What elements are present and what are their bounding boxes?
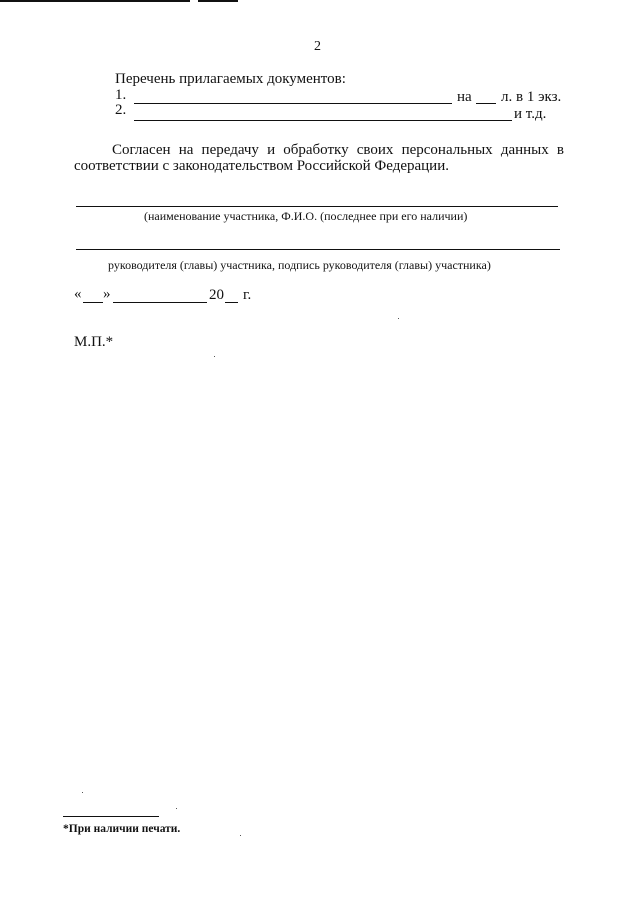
scan-speck [240,835,241,836]
scan-speck [398,318,399,319]
consent-line-1: Согласен на передачу и обработку своих персональных данных в [112,142,564,158]
scan-edge-mark [0,0,190,2]
date-year-prefix: 20 [209,287,224,303]
head-signature-caption: руководителя (главы) участника, подпись руководителя (главы) участника) [108,258,491,272]
date-month-line [113,302,207,303]
participant-name-caption: (наименование участника, Ф.И.О. (последнее при его наличии) [144,209,468,223]
date-year-suffix: г. [243,287,252,303]
head-signature-line [76,249,560,250]
attachment-item-1-sheets-line [476,103,496,104]
page-number: 2 [314,39,321,54]
date-day-line [83,302,103,303]
attachments-heading: Перечень прилагаемых документов: [115,71,346,87]
date-open-quote: « [74,286,82,302]
consent-line-2: соответствии с законодательством Российской Федерации. [74,158,449,174]
stamp-label: М.П.* [74,334,114,350]
attachment-item-1-line [134,103,452,104]
attachment-item-2-number: 2. [115,102,127,118]
date-close-quote: » [103,286,111,302]
attachment-item-1-number: 1. [115,87,127,103]
attachment-item-1-copies: л. в 1 экз. [501,89,562,105]
footnote-separator [63,816,159,817]
attachment-item-2-line [134,120,512,121]
attachment-item-2-etc: и т.д. [514,106,547,122]
scan-speck [82,792,83,793]
date-year-line [225,302,238,303]
scan-speck [176,808,177,809]
footnote-text: *При наличии печати. [63,823,181,835]
scan-speck [214,356,215,357]
scan-edge-mark [198,0,238,2]
participant-name-line [76,206,558,207]
attachment-item-1-na: на [457,89,472,105]
